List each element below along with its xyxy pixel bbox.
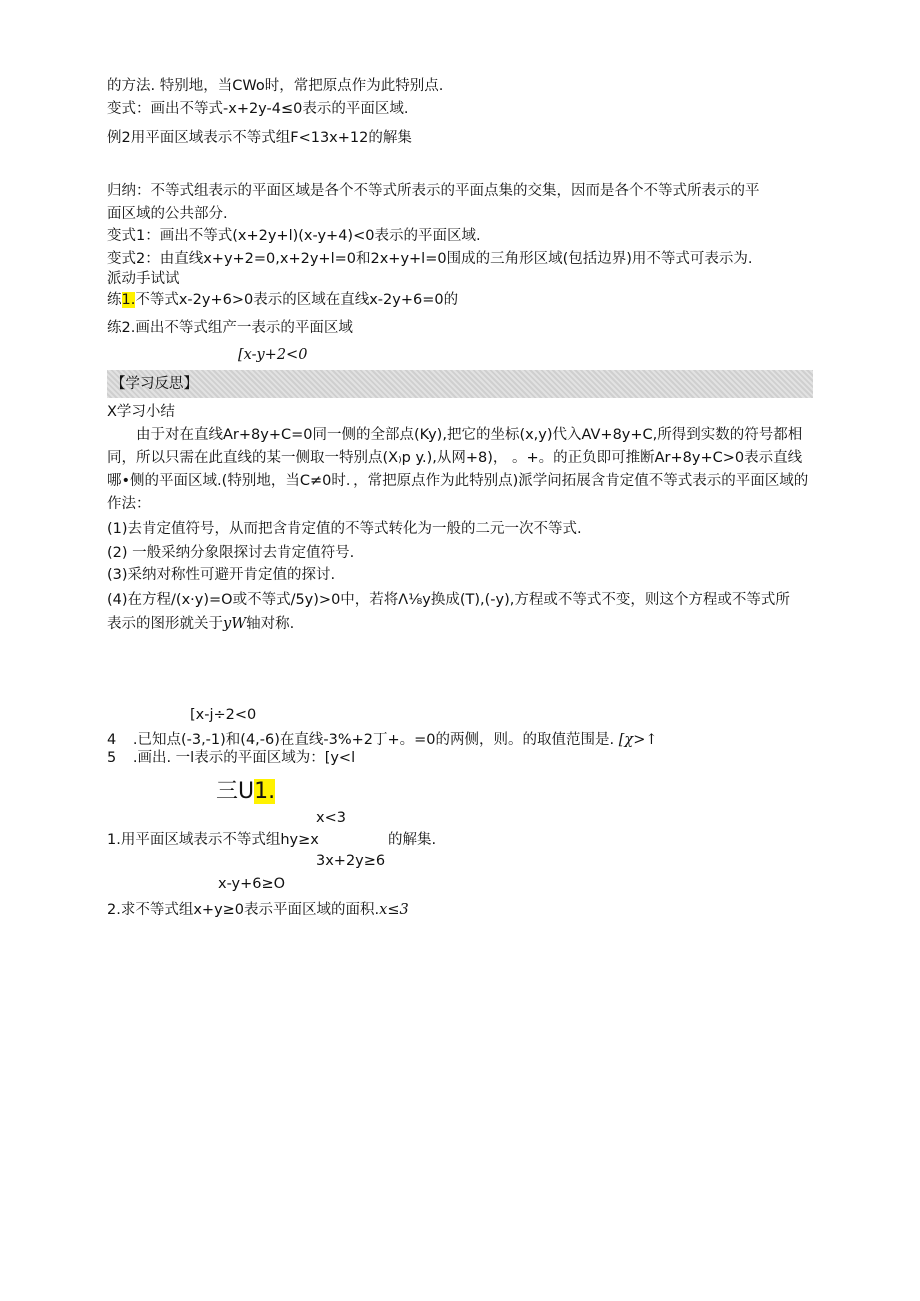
step-2: (2) 一般采纳分象限探讨去肯定值符号. [107,545,355,561]
step-4-line1: (4)在方程/(x·y)=O或不等式∕5y)>0中，若将Λ⅛y换成(T),(-y),方程或不等式不变，则这个方程或不等式所 [107,592,790,608]
question-4-tail: [χ>↑ [618,732,658,748]
question-5-text: .画出. 一l表示的平面区域为：[y<l [132,750,356,766]
exercise-system-top: x<3 [316,810,346,826]
text-summary-line2: 面区域的公共部分. [107,206,228,222]
exercise-2-tail: x≤3 [379,902,409,918]
text-summary-line1: 归纳：不等式组表示的平面区域是各个不等式所表示的平面点集的交集，因而是各个不等式所表示的平 [107,183,760,199]
reflection-banner [107,370,813,398]
exercise-1-tail: 的解集. [388,832,437,848]
exercise-2 [107,900,409,920]
text-exercise-1 [107,290,458,310]
step-4-post: 轴对称. [246,616,295,632]
text-summary-heading: X学习小结 [107,404,175,420]
text-variant-1: 变式1：画出不等式(x+2y+l)(x-y+4)<0表示的平面区域. [107,228,481,244]
section-heading-number: 1. [254,779,276,804]
exercise-system-low: x-y+6≥O [218,876,286,892]
step-3: (3)采纳对称性可避开肯定值的探讨. [107,567,336,583]
section-heading [216,778,275,806]
step-4-line2 [107,614,294,634]
text-exercise-2: 练2.画出不等式组产一表示的平面区域 [107,320,353,336]
text-try-it: 派动手试试 [107,271,180,287]
exercise-1-number: 1. [121,292,136,308]
step-4-axis: yW [223,616,247,632]
step-4-pre: 表示的图形就关于 [107,616,223,632]
exercise-1-text: 不等式x-2y+6>0表示的区域在直线x-2y+6=0的 [135,292,459,308]
question-system-top: [x-j÷2<0 [190,707,257,723]
text-example-2: 例2用平面区域表示不等式组F<13x+12的解集 [107,130,412,146]
step-1: (1)去肯定值符号，从而把含肯定值的不等式转化为一般的二元一次不等式. [107,521,582,537]
exercise-1-prefix: 练 [107,292,122,308]
exercise-system-mid: 3x+2y≥6 [316,853,386,869]
question-5-number: 5 [107,750,117,766]
question-4 [107,730,658,750]
question-4-text: .已知点(-3,-1)和(4,-6)在直线-3%+2丁+。=0的两侧，则。的取值范围是. [132,732,615,748]
text-line-method: 的方法. 特别地，当CWo时，常把原点作为此特别点. [107,78,444,94]
exercise-1-system: 1.用平面区域表示不等式组hy≥x [107,832,319,848]
exercise-2-text: 2.求不等式组x+y≥0表示平面区域的面积. [107,902,380,918]
inequality-system: [x-y+2<0 [238,347,308,363]
reflection-title: 【学习反思】 [111,376,198,392]
summary-paragraph: 由于对在直线Ar+8y+C=0同一侧的全部点(Ky),把它的坐标(x,y)代入AV+8y+C,所得到实数的符号都相同，所以只需在此直线的某一侧取一特别点(X₎p y.),从网+8)， 。+。的正负即可推断Ar+8y+C>0表示直线哪•侧的平面区域.(特别地，当C≠0时．，常把原点作为此特别点)派学问拓展含肯定值不等式表示的平面区域的作法： [107,427,809,512]
section-heading-text: 三U [216,779,255,804]
text-variant-2: 变式2：由直线x+y+2=0,x+2y+l=0和2x+y+l=0围成的三角形区域(包括边界)用不等式可表示为. [107,251,753,267]
text-variant: 变式：画出不等式-x+2y-4≤0表示的平面区域. [107,101,409,117]
question-5 [107,748,355,768]
question-4-number: 4 [107,732,117,748]
